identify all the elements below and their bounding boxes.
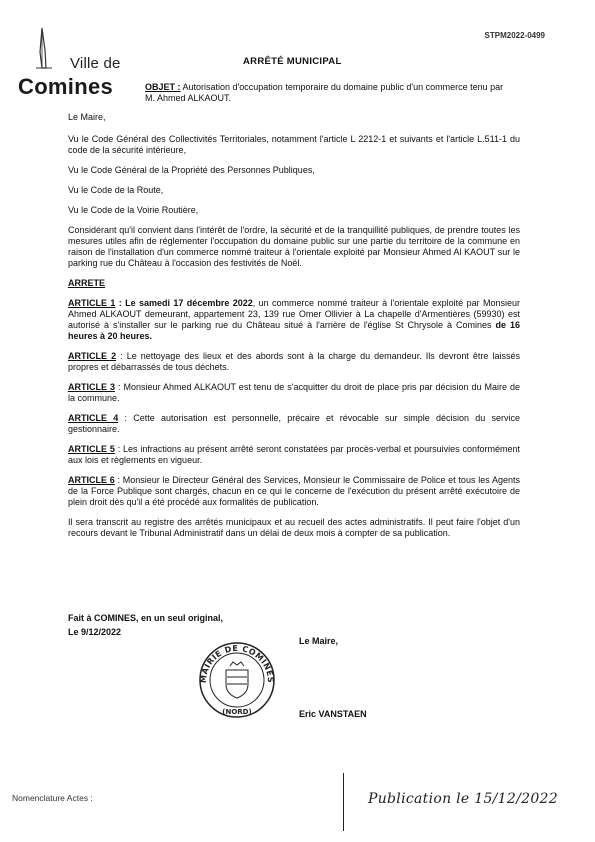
vu-cgppp: Vu le Code Général de la Propriété des Personnes Publiques, xyxy=(68,165,315,175)
article-6 xyxy=(68,475,520,508)
coat-of-arms-icon xyxy=(226,662,248,698)
stamp-top-text: MAIRIE DE COMINES xyxy=(198,643,276,684)
page-title: ARRÊTÉ MUNICIPAL xyxy=(243,56,342,67)
article-5 xyxy=(68,444,520,466)
closing-paragraph: Il sera transcrit au registre des arrêtés municipaux et au recueil des actes administratifs. Il peut faire l'objet d'un recours devant le Tribunal Administratif dans un délai de deux mois à compter de sa publication. xyxy=(68,517,520,538)
objet-block xyxy=(145,82,515,104)
article-1 xyxy=(68,298,520,342)
document-reference: STPM2022-0499 xyxy=(484,31,545,40)
article-2-label: ARTICLE 2 xyxy=(68,351,117,361)
article-4 xyxy=(68,413,520,435)
article-1-date: 17 décembre 2022 xyxy=(173,298,253,308)
article-3-label: ARTICLE 3 xyxy=(68,382,115,392)
vu-code-route: Vu le Code de la Route, xyxy=(68,185,164,195)
publication-box xyxy=(343,773,572,831)
article-6-text: : Monsieur le Directeur Général des Services, Monsieur le Commissaire de Police et tous les Agents de la Force Publique sont chargés, chacun en ce qui le concerne de l'exécution du présent arrêté exécutoire de plein droit dès qu'il a été procédé aux formalités de publication. xyxy=(68,475,520,507)
article-4-label: ARTICLE 4 xyxy=(68,413,119,423)
document-body xyxy=(68,112,520,548)
signer-role: Le Maire, xyxy=(299,636,339,646)
article-1-label: ARTICLE 1 xyxy=(68,298,116,308)
city-logo xyxy=(18,28,128,103)
signing-date: Le 9/12/2022 xyxy=(68,627,122,637)
fait-a: Fait à COMINES, en un seul original, xyxy=(68,613,224,623)
nomenclature-label: Nomenclature Actes : xyxy=(12,793,93,803)
article-1-text: , un commerce nommé traiteur à l'orientale exploité par Monsieur Ahmed ALKAOUT demeurant, appartement 23, 139 rue Omer Ollivier à La chapelle d'Armentières (59930) est autorisé à s'installer sur le parking rue du Château situé à l'arrière de l'église St Chrysole à Comines xyxy=(68,298,520,330)
mairie-stamp xyxy=(197,640,277,720)
signer-name: Eric VANSTAEN xyxy=(299,709,367,719)
article-3-text: : Monsieur Ahmed ALKAOUT est tenu de s'acquitter du droit de place pris par décision du Maire de la commune. xyxy=(68,382,520,403)
article-1-pre: : Le samedi xyxy=(115,298,174,308)
publication-note: Publication le 15/12/2022 xyxy=(368,791,558,807)
article-5-label: ARTICLE 5 xyxy=(68,444,115,454)
article-5-text: : Les infractions au présent arrêté seront constatées par procès-verbal et poursuivies conformément aux lois et règlements en vigueur. xyxy=(68,444,521,465)
article-1-hours: de 16 heures à 20 heures. xyxy=(68,320,520,341)
logo-ville-de: Ville de xyxy=(70,55,121,72)
church-spire-icon xyxy=(32,28,62,70)
article-2-text: : Le nettoyage des lieux et des abords sont à la charge du demandeur. Ils devront être laissés propres et débarrassés de tous déchets. xyxy=(68,351,520,372)
article-4-text: : Cette autorisation est personnelle, précaire et révocable sur simple décision du service gestionnaire. xyxy=(68,413,520,434)
salutation: Le Maire, xyxy=(68,112,106,122)
stamp-bottom-text: (NORD) xyxy=(222,708,252,716)
article-2 xyxy=(68,351,520,373)
objet-text: Autorisation d'occupation temporaire du domaine public d'un commerce tenu par M. Ahmed ALKAOUT. xyxy=(145,82,504,103)
arrete-heading: ARRETE xyxy=(68,278,106,288)
objet-label: OBJET : xyxy=(145,82,181,92)
vu-cgct: Vu le Code Général des Collectivités Territoriales, notamment l'article L 2212-1 et suivants et l'article L.511-1 du code de la sécurité intérieure, xyxy=(68,134,520,155)
article-3 xyxy=(68,382,520,404)
logo-comines: Comines xyxy=(18,74,114,99)
considerant: Considérant qu'il convient dans l'intérêt de l'ordre, la sécurité et de la tranquillité publiques, de prendre toutes les mesures utiles afin de réglementer l'occupation du domaine public sur une partie du territoire de la commune en raison de l'installation d'un commerce nommé traiteur à l'orientale exploité par Monsieur Ahmed Al KAOUT sur le parking rue du Château à l'occasion des festivités de Noël. xyxy=(68,225,520,268)
signoff-block xyxy=(68,611,223,639)
article-6-label: ARTICLE 6 xyxy=(68,475,115,485)
vu-code-voirie: Vu le Code de la Voirie Routière, xyxy=(68,205,199,215)
